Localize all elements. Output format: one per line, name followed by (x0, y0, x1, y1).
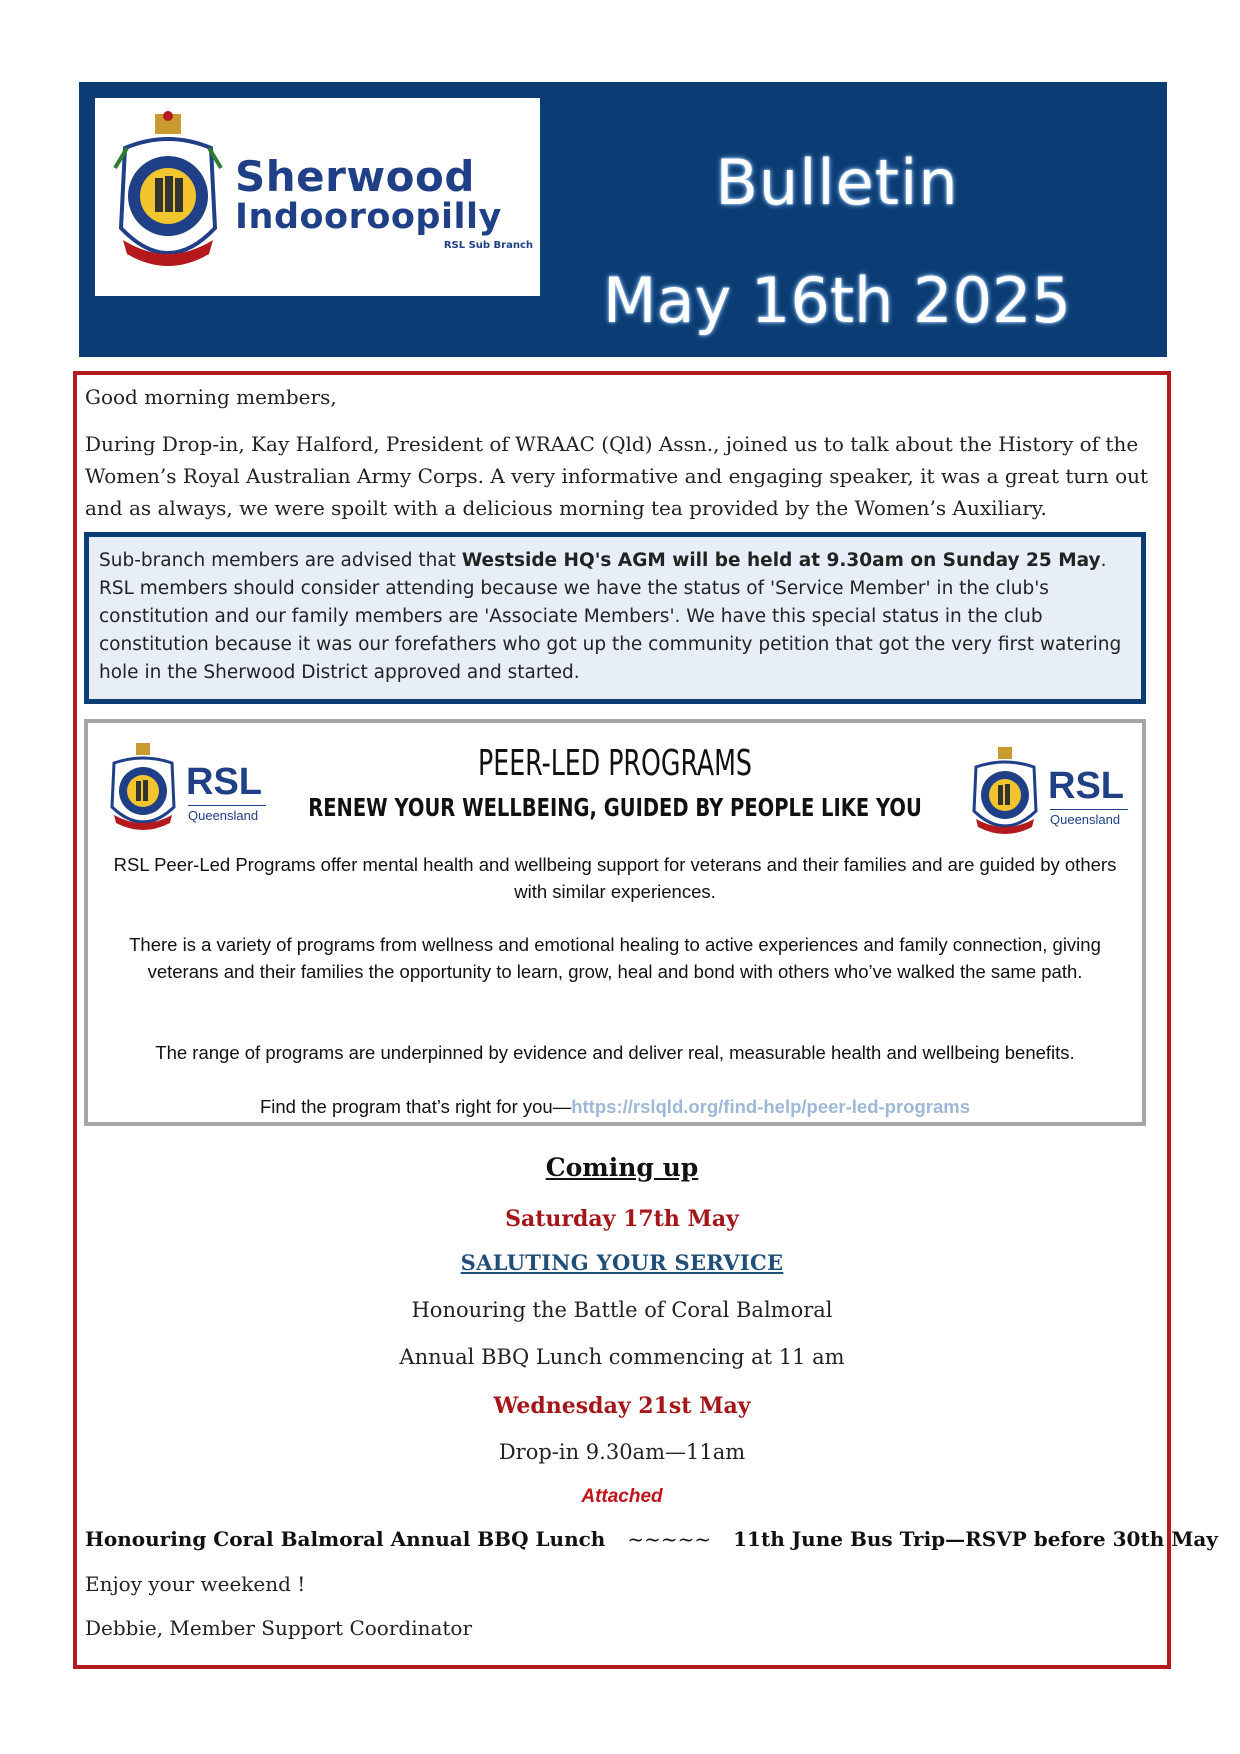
rsl-logo-sub: Queensland (188, 805, 266, 823)
event-1-line-2: Annual BBQ Lunch commencing at 11 am (399, 1345, 845, 1369)
branch-logo (95, 98, 540, 296)
rsl-crest-icon (105, 108, 230, 288)
attachment-2: 11th June Bus Trip—RSVP before 30th May (733, 1527, 1218, 1551)
attachment-1: Honouring Coral Balmoral Annual BBQ Lunch (85, 1527, 606, 1551)
peer-find-text: Find the program that’s right for you— (259, 1096, 572, 1117)
peer-programs-link[interactable]: https://rslqld.org/find-help/peer-led-programs (571, 1096, 971, 1117)
event-date-1: Saturday 17th May (505, 1206, 739, 1232)
rsl-logo-text: RSL (186, 761, 262, 803)
peer-paragraph-3: The range of programs are underpinned by evidence and deliver real, measurable health and wellbeing benefits. (155, 1042, 1075, 1063)
event-1-line-1: Honouring the Battle of Coral Balmoral (411, 1298, 833, 1322)
rsl-logo-text: RSL (1048, 765, 1124, 807)
peer-title: PEER-LED PROGRAMS (478, 743, 752, 784)
peer-subtitle: RENEW YOUR WELLBEING, GUIDED BY PEOPLE LIKE YOU (308, 793, 922, 822)
attachments-row (85, 1527, 1218, 1551)
logo-title-line1: Sherwood (235, 152, 475, 201)
logo-title-line2: Indooroopilly (235, 197, 502, 237)
event-2-line: Drop-in 9.30am—11am (498, 1440, 746, 1464)
header-banner (79, 82, 1167, 357)
greeting: Good morning members, (85, 385, 337, 409)
agm-notice (84, 532, 1146, 704)
peer-paragraph-2: There is a variety of programs from wellness and emotional healing to active experiences and family connection, giving veterans and their families the opportunity to learn, grow, heal and bond with others who’ve walked the same path. (129, 934, 1101, 982)
peer-find-line (98, 1093, 1132, 1120)
bulletin-title: Bulletin (715, 146, 959, 219)
coming-up-heading: Coming up (545, 1153, 699, 1182)
event-1-title: SALUTING YOUR SERVICE (460, 1250, 784, 1275)
closing-line: Enjoy your weekend ! (85, 1572, 306, 1596)
bulletin-date: May 16th 2025 (603, 264, 1071, 337)
notice-lead: Sub-branch members are advised that (99, 550, 462, 571)
attachment-separator: ~~~~~ (627, 1527, 712, 1551)
event-date-2: Wednesday 21st May (493, 1393, 751, 1419)
notice-rest: . RSL members should consider attending because we have the status of 'Service Member' in the club's constitution and our family members are 'Associate Members'. We have this special status in the club constitution because it was our forefathers who got up the community petition that got the very first watering hole in the Sherwood District approved and started. (99, 550, 1122, 683)
notice-highlight: Westside HQ's AGM will be held at 9.30am on Sunday 25 May (461, 550, 1101, 571)
peer-paragraph-1: RSL Peer-Led Programs offer mental health and wellbeing support for veterans and their families and are guided by others with similar experiences. (113, 854, 1117, 902)
logo-subtitle: RSL Sub Branch (443, 240, 533, 251)
rsl-crest-icon (106, 741, 181, 836)
peer-led-programs-box (84, 719, 1146, 1126)
attached-label: Attached (581, 1486, 663, 1507)
intro-paragraph: During Drop-in, Kay Halford, President of WRAAC (Qld) Assn., joined us to talk about the History of the Women’s Royal Australian Army Corps. A very informative and engaging speaker, it was a great turn out and as always, we were spoilt with a delicious morning tea provided by the Women’s Auxiliary. (85, 432, 1149, 520)
rsl-logo-sub: Queensland (1050, 809, 1128, 827)
signature: Debbie, Member Support Coordinator (85, 1616, 473, 1640)
